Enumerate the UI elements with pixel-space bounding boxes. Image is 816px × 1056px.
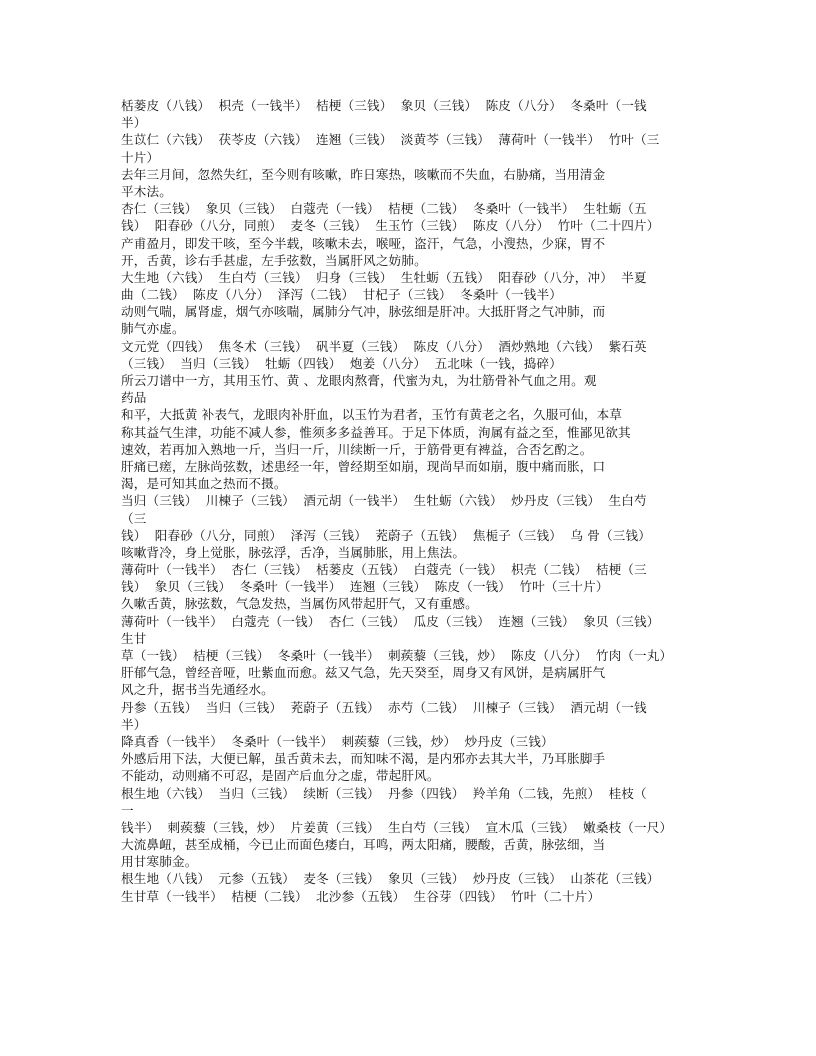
text-line: 一 [121, 802, 134, 818]
text-line: （三 [121, 510, 147, 526]
text-line: 速效，若再加入熟地一斤，当归一斤，川续断一斤，于筋骨更有裨益，合否乞酌之。 [121, 441, 593, 457]
text-line: 根生地（八钱） 元参（五钱） 麦冬（三钱） 象贝（三钱） 炒丹皮（三钱） 山茶花（三钱） [121, 871, 660, 887]
text-line: 半） [121, 115, 147, 131]
text-line: 称其益气生津，功能不减人参，惟须多多益善耳。于足下体质，洵属有益之至，惟鄙见欲其 [121, 424, 631, 440]
text-line: 肺气亦虚。 [121, 321, 185, 337]
text-line: 薄荷叶（一钱半） 杏仁（三钱） 栝蒌皮（五钱） 白蔻壳（一钱） 枳壳（二钱） 桔梗（三 [121, 562, 647, 578]
text-line: 和平，大抵黄 补表气，龙眼肉补肝血，以玉竹为君者，玉竹有黄老之名，久服可仙，本草 [121, 407, 623, 423]
text-line: 文元党（四钱） 焦冬术（三钱） 矾半夏（三钱） 陈皮（八分） 酒炒熟地（六钱） 紫石英 [121, 338, 647, 354]
text-line: 曲（二钱） 陈皮（八分） 泽泻（二钱） 甘杞子（三钱） 冬桑叶（一钱半） [121, 287, 563, 303]
text-line: 动则气喘，属肾虚，烟气亦咳喘，属肺分气冲，脉弦细是肝冲。大抵肝肾之气冲肺，而 [121, 304, 606, 320]
text-line: 杏仁（三钱） 象贝（三钱） 白蔻壳（一钱） 桔梗（二钱） 冬桑叶（一钱半） 生牡蛎（五 [121, 201, 647, 217]
text-line: 去年三月间，忽然失红，至今则有咳嗽，昨日寒热，咳嗽而不失血，右胁痛，当用清金 [121, 166, 606, 182]
text-line: 开，舌黄，诊右手甚虚，左手弦数，当属肝风之妨肺。 [121, 252, 427, 268]
text-line: 生甘 [121, 630, 147, 646]
text-line: 钱半） 刺蒺藜（三钱，炒） 片姜黄（三钱） 生白芍（三钱） 宣木瓜（三钱） 嫩桑枝（一尺） [121, 819, 673, 835]
text-line: 肝郁气急，曾经音哑，吐紫血而愈。兹又气急，先天癸至，周身又有风饼，是病属肝气 [121, 665, 606, 681]
text-line: 栝蒌皮（八钱） 枳壳（一钱半） 桔梗（三钱） 象贝（三钱） 陈皮（八分） 冬桑叶（一钱 [121, 98, 647, 113]
text-line: 药品 [121, 390, 147, 406]
text-line: 所云刀谱中一方，其用玉竹、黄 、龙眼肉熬膏，代蜜为丸，为壮筋骨补气血之用。观 [121, 373, 597, 388]
text-line: 大流鼻衄，甚至成桶，今已止而面色痿白，耳鸣，两太阳痛，腰酸，舌黄，脉弦细，当 [121, 837, 606, 853]
text-line: 不能动，动则痛不可忍，是固产后血分之虚，带起肝风。 [121, 768, 440, 784]
text-line: 丹参（五钱） 当归（三钱） 茺蔚子（五钱） 赤芍（二钱） 川楝子（三钱） 酒元胡（一钱 [121, 699, 647, 715]
text-line: 降真香（一钱半） 冬桑叶（一钱半） 刺蒺藜（三钱，炒） 炒丹皮（三钱） [121, 733, 554, 749]
text-line: 薄荷叶（一钱半） 白蔻壳（一钱） 杏仁（三钱） 瓜皮（三钱） 连翘（三钱） 象贝（三钱） [121, 613, 660, 629]
text-line: 钱） 象贝（三钱） 冬桑叶（一钱半） 连翘（三钱） 陈皮（一钱） 竹叶（三十片） [121, 579, 609, 595]
text-line: 半） [121, 716, 147, 732]
text-line: 钱） 阳春砂（八分，同煎） 麦冬（三钱） 生玉竹（三钱） 陈皮（八分） 竹叶（二十四片） [121, 218, 660, 234]
text-line: 草（一钱） 桔梗（三钱） 冬桑叶（一钱半） 刺蒺藜（三钱，炒） 陈皮（八分） 竹肉（一丸） [121, 648, 673, 663]
text-line: 生苡仁（六钱） 茯苓皮（六钱） 连翘（三钱） 淡黄芩（三钱） 薄荷叶（一钱半） 竹叶（三 [121, 132, 660, 148]
text-line: （三钱） 当归（三钱） 牡蛎（四钱） 炮姜（八分） 五北味（一钱，捣碎） [121, 355, 563, 371]
text-line: 根生地（六钱） 当归（三钱） 续断（三钱） 丹参（四钱） 羚羊角（二钱，先煎） 桂枝（ [121, 785, 647, 801]
text-line: 外感后用下法，大便已解，虽舌黄未去，而知味不渴，是内邪亦去其大半，乃耳胀脚手 [121, 751, 606, 767]
text-line: 生甘草（一钱半） 桔梗（二钱） 北沙参（五钱） 生谷芽（四钱） 竹叶（二十片） [121, 888, 601, 904]
text-line: 肝痛已瘥，左脉尚弦数，述患经一年，曾经期至如崩，现尚早而如崩，腹中痛而胀，口 [121, 458, 606, 474]
text-line: 平木法。 [121, 183, 172, 199]
text-line: 渴，是可知其血之热而不摄。 [121, 476, 287, 492]
text-line: 产甫盈月，即发干咳，至今半载，咳嗽未去，喉哑，盗汗，气急，小溲热，少寐，胃不 [121, 235, 606, 251]
text-line: 用甘寒肺金。 [121, 854, 198, 870]
text-line: 大生地（六钱） 生白芍（三钱） 归身（三钱） 生牡蛎（五钱） 阳春砂（八分，冲） 半夏 [121, 269, 647, 285]
prescription-text-block [121, 97, 701, 905]
text-line: 十片） [121, 149, 160, 165]
text-line: 钱） 阳春砂（八分，同煎） 泽泻（三钱） 茺蔚子（五钱） 焦栀子（三钱） 乌 骨（三钱） [121, 527, 651, 543]
text-line: 咳嗽背冷，身上觉胀，脉弦浮，舌净，当属肺胀，用上焦法。 [121, 544, 466, 560]
text-line: 久嗽舌黄，脉弦数，气急发热，当属伤风带起肝气，又有重感。 [121, 596, 478, 612]
text-line: 当归（三钱） 川楝子（三钱） 酒元胡（一钱半） 生牡蛎（六钱） 炒丹皮（三钱） 生白芍 [121, 493, 647, 509]
text-line: 风之升，据书当先通经水。 [121, 682, 274, 698]
